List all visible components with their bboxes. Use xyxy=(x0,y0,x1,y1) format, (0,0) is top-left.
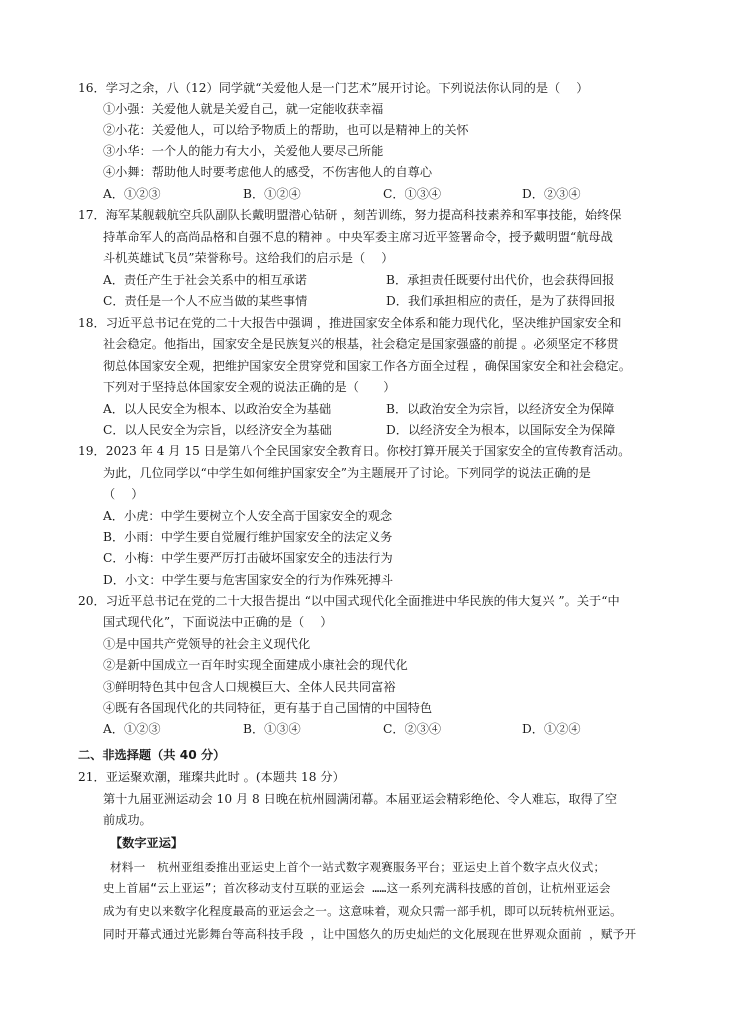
q16-option-a: A．①②③ xyxy=(103,187,161,201)
q17-stem-line-1: 17．海军某舰载航空兵队副队长戴明盟潜心钻研 ，刻苦训练，努力提高科技素养和军事技能，始终保 xyxy=(78,208,622,222)
q21-material-line-4: 同时开幕式通过光影舞台等高科技手段 ，让中国悠久的历史灿烂的文化展现在世界观众面前 ，赋予开 xyxy=(103,927,637,941)
q16-item-3: ③小华：一个人的能力有大小，关爱他人要尽己所能 xyxy=(103,144,384,158)
q20-option-d: D．①②④ xyxy=(522,722,581,736)
q19-stem-line-2: 为此，几位同学以“中学生如何维护国家安全”为主题展开了讨论。下列同学的说法正确的是 xyxy=(103,466,591,480)
q16-stem: 16．学习之余，八（12）同学就“关爱他人是一门艺术”展开讨论。下列说法你认同的是（ ） xyxy=(78,81,589,95)
q16-option-b: B．①②④ xyxy=(243,187,301,201)
q20-option-a: A．①②③ xyxy=(103,722,161,736)
q18-stem-line-1: 18．习近平总书记在党的二十大报告中强调 ，推进国家安全体系和能力现代化，坚决维护国家安全和 xyxy=(78,316,622,330)
q20-option-c: C．②③④ xyxy=(383,722,442,736)
q18-option-a: A．以人民安全为根本、以政治安全为基础 xyxy=(103,402,332,416)
q17-stem-line-2: 持革命军人的高尚品格和自强不息的精神 。中央军委主席习近平签署命令，授予戴明盟“航母战 xyxy=(103,230,613,244)
q20-item-2: ②是新中国成立一百年时实现全面建成小康社会的现代化 xyxy=(103,658,408,672)
q19-option-c: C．小梅：中学生要严厉打击破坏国家安全的违法行为 xyxy=(103,551,393,565)
q19-option-a: A．小虎：中学生要树立个人安全高于国家安全的观念 xyxy=(103,509,393,523)
q20-item-3: ③鲜明特色其中包含人口规模巨大、全体人民共同富裕 xyxy=(103,680,396,694)
q19-stem-line-3: （ ） xyxy=(103,487,144,501)
q16-item-2: ②小花：关爱他人，可以给予物质上的帮助，也可以是精神上的关怀 xyxy=(103,123,469,137)
q20-stem-line-1: 20．习近平总书记在党的二十大报告提出 “以中国式现代化全面推进中华民族的伟大复兴 ”。关于“中 xyxy=(78,594,620,608)
q17-stem-line-3: 斗机英雄试飞员”荣誉称号。这给我们的启示是（ ） xyxy=(103,251,394,265)
q16-item-1: ①小强：关爱他人就是关爱自己，就一定能收获幸福 xyxy=(103,102,384,116)
q17-option-b: B．承担责任既要付出代价，也会获得回报 xyxy=(386,273,615,287)
q18-option-c: C．以人民安全为宗旨，以经济安全为基础 xyxy=(103,423,332,437)
q18-stem-line-2: 社会稳定。他指出，国家安全是民族复兴的根基，社会稳定是国家强盛的前提 。必须坚定不移贯 xyxy=(103,337,619,351)
q17-option-a: A．责任产生于社会关系中的相互承诺 xyxy=(103,273,307,287)
q18-stem-line-4: 下列对于坚持总体国家安全观的说法正确的是（ ） xyxy=(103,380,396,394)
q17-option-d: D．我们承担相应的责任，是为了获得回报 xyxy=(386,294,616,308)
q19-stem-line-1: 19．2023 年 4 月 15 日是第八个全民国家安全教育日。你校打算开展关于国家安全的宣传教育活动。 xyxy=(78,444,631,458)
q16-option-c: C．①③④ xyxy=(383,187,442,201)
q21-material-line-1: 材料一 杭州亚组委推出亚运史上首个一站式数字观赛服务平台；亚运史上首个数字点火仪式； xyxy=(110,860,606,874)
q21-subheading: 【数字亚运】 xyxy=(110,836,184,850)
q20-item-4: ④既有各国现代化的共同特征，更有基于自己国情的中国特色 xyxy=(103,701,433,715)
q16-option-d: D．②③④ xyxy=(522,187,581,201)
q21-material-line-2: 史上首届“云上亚运”；首次移动支付互联的亚运会 ……这一系列充满科技感的首创，让杭州亚运会 xyxy=(103,881,611,895)
q21-material-line-3: 成为有史以来数字化程度最高的亚运会之一。这意味着，观众只需一部手机，即可以玩转杭州亚运。 xyxy=(103,904,622,918)
q20-stem-line-2: 国式现代化”，下面说法中正确的是（ ） xyxy=(103,615,333,629)
q21-stem: 21．亚运聚欢潮，璀璨共此时 。(本题共 18 分） xyxy=(78,770,345,784)
q20-item-1: ①是中国共产党领导的社会主义现代化 xyxy=(103,637,311,651)
q20-option-b: B．①③④ xyxy=(243,722,301,736)
section-heading: 二、非选择题（共 40 分） xyxy=(78,748,226,762)
q18-option-b: B．以政治安全为宗旨，以经济安全为保障 xyxy=(386,402,615,416)
q17-option-c: C．责任是一个人不应当做的某些事情 xyxy=(103,294,308,308)
q16-item-4: ④小舞：帮助他人时要考虑他人的感受，不伤害他人的自尊心 xyxy=(103,165,433,179)
q19-option-d: D．小文：中学生要与危害国家安全的行为作殊死搏斗 xyxy=(103,573,394,587)
q21-intro-line-2: 前成功。 xyxy=(103,813,152,827)
q18-option-d: D．以经济安全为根本，以国际安全为保障 xyxy=(386,423,616,437)
q18-stem-line-3: 彻总体国家安全观，把维护国家安全贯穿党和国家工作各方面全过程 ，确保国家安全和社会稳定。 xyxy=(103,359,631,373)
q19-option-b: B．小雨：中学生要自觉履行维护国家安全的法定义务 xyxy=(103,530,393,544)
q21-intro-line-1: 第十九届亚洲运动会 10 月 8 日晚在杭州圆满闭幕。本届亚运会精彩绝伦、令人难忘，取得了空 xyxy=(103,792,618,806)
